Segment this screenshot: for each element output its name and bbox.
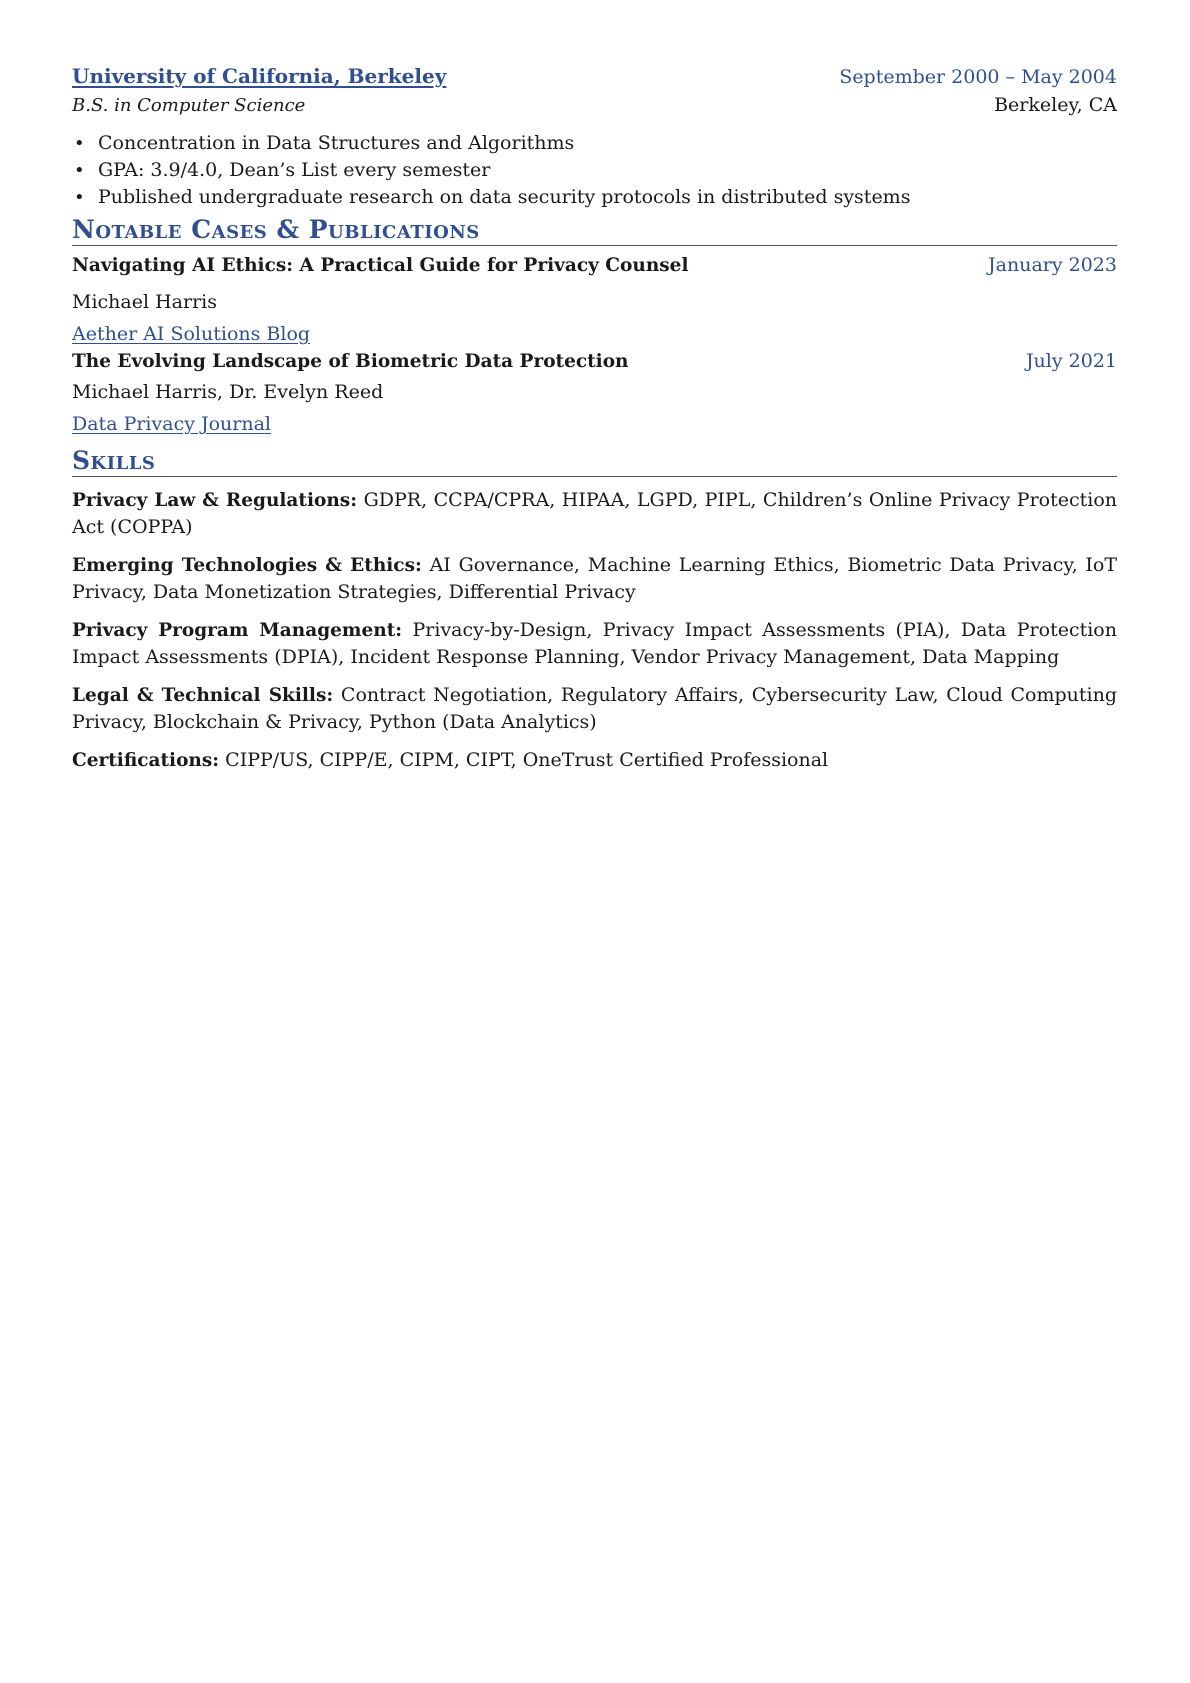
skill-text: Contract Negotiation, Regulatory Affairs, Cybersecurity Law, Cloud Computing Privacy, Blockchain & Privacy, Python (Data Analytics): [72, 684, 1117, 733]
skill-item: [72, 747, 1117, 774]
publication-date: July 2021: [1025, 350, 1117, 372]
education-dates: September 2000 – May 2004: [839, 66, 1117, 88]
education-entry: [72, 64, 1117, 211]
publication-authors: Michael Harris: [72, 291, 217, 313]
skill-text: AI Governance, Machine Learning Ethics, Biometric Data Privacy, IoT Privacy, Data Monetization Strategies, Differential Privacy: [72, 554, 1117, 603]
education-bullet: • Published undergraduate research on data security protocols in distributed systems: [98, 184, 1117, 211]
publication-header-row: [72, 350, 1117, 376]
skills-list: [72, 487, 1117, 774]
skill-text: CIPP/US, CIPP/E, CIPM, CIPT, OneTrust Certified Professional: [219, 749, 829, 771]
skill-item: [72, 487, 1117, 541]
education-header-row: [72, 64, 1117, 94]
publication-venue-link[interactable]: Data Privacy Journal: [72, 413, 271, 435]
skill-label: Legal & Technical Skills:: [72, 685, 334, 706]
skills-heading: Skills: [72, 446, 1117, 477]
publication-title: Navigating AI Ethics: A Practical Guide for Privacy Counsel: [72, 255, 689, 276]
school-link[interactable]: University of California, Berkeley: [72, 64, 447, 88]
publication-item: [72, 350, 1117, 440]
education-bullet: • GPA: 3.9/4.0, Dean’s List every semester: [98, 157, 1117, 184]
publication-title: The Evolving Landscape of Biometric Data Protection: [72, 351, 629, 372]
publication-venue-link[interactable]: Aether AI Solutions Blog: [72, 323, 311, 345]
publication-item: [72, 254, 1117, 350]
skill-item: [72, 617, 1117, 671]
skill-item: [72, 552, 1117, 606]
skill-text: GDPR, CCPA/CPRA, HIPAA, LGPD, PIPL, Children’s Online Privacy Protection Act (COPPA): [72, 489, 1117, 538]
education-bullet: • Concentration in Data Structures and Algorithms: [98, 130, 1117, 157]
degree: B.S. in Computer Science: [72, 95, 306, 116]
publication-authors: Michael Harris, Dr. Evelyn Reed: [72, 381, 384, 403]
education-location: Berkeley, CA: [994, 94, 1117, 116]
skill-label: Privacy Law & Regulations:: [72, 490, 358, 511]
education-subheader-row: [72, 94, 1117, 122]
publication-date: January 2023: [988, 254, 1117, 276]
skill-text: Privacy-by-Design, Privacy Impact Assessments (PIA), Data Protection Impact Assessments (DPIA), Incident Response Planning, Vendor Privacy Management, Data Mapping: [72, 619, 1117, 668]
skill-label: Certifications:: [72, 750, 220, 771]
skill-label: Emerging Technologies & Ethics:: [72, 555, 422, 576]
education-bullets: [72, 130, 1117, 211]
publication-header-row: [72, 254, 1117, 286]
skill-label: Privacy Program Management:: [72, 620, 403, 641]
skill-item: [72, 682, 1117, 736]
publications-heading: Notable Cases & Publications: [72, 215, 1117, 246]
resume-page: [72, 64, 1117, 785]
